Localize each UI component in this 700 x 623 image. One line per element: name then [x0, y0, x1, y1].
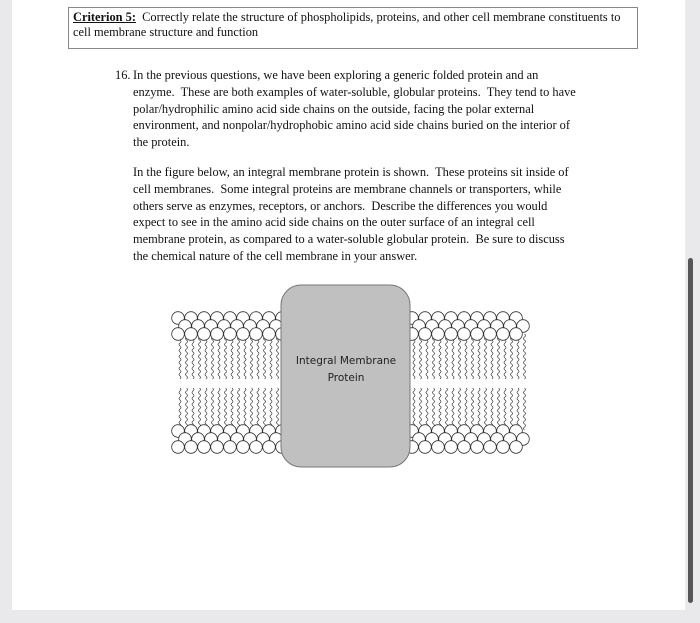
lipid-tail [179, 388, 181, 430]
lipid-tail [511, 334, 513, 379]
lipid-tail [212, 334, 214, 379]
phospholipid-head [237, 328, 250, 341]
lipid-tail [257, 334, 259, 379]
phospholipid-head [510, 328, 523, 341]
criterion-text: Correctly relate the structure of phospholipids, proteins, and other cell membrane constituents to cell membrane structure and function [73, 10, 621, 39]
lipid-tail [218, 334, 220, 379]
phospholipid-head [458, 441, 471, 454]
lipid-tail [452, 388, 454, 430]
lipid-tail [238, 388, 240, 430]
lipid-tail [465, 334, 467, 379]
lipid-tail [420, 388, 422, 430]
phospholipid-head [445, 441, 458, 454]
question-paragraph-2: In the figure below, an integral membrane protein is shown. These proteins sit inside of cell membranes. Some integral proteins are membrane channels or transporters, while others serve as enzymes, receptors, or anchors. Describe the differences you would expect to see in the amino acid side chains on the outer surface of an integral cell membrane protein, as compared to a water-soluble globular protein. Be sure to discuss the chemical nature of the cell membrane in your answer. [133, 165, 569, 263]
lipid-tail [205, 334, 207, 379]
lipid-tail [426, 334, 428, 379]
lipid-tail [244, 388, 246, 430]
lipid-tail [459, 388, 461, 430]
lipid-tail [498, 388, 500, 430]
lipid-tail [433, 388, 435, 430]
lipid-tail [205, 388, 207, 430]
lipid-tail [225, 388, 227, 430]
phospholipid-head [250, 328, 263, 341]
lipid-tail [413, 388, 415, 430]
lipid-tail [192, 334, 194, 379]
phospholipid-head [185, 328, 198, 341]
phospholipid-head [198, 328, 211, 341]
phospholipid-head [419, 328, 432, 341]
protein-label: Integral Membrane Protein [295, 355, 397, 384]
lipid-tail [420, 334, 422, 379]
lipid-tail [192, 388, 194, 430]
phospholipid-head [263, 441, 276, 454]
lipid-tail [251, 334, 253, 379]
phospholipid-head [497, 328, 510, 341]
lipid-tail [472, 388, 474, 430]
phospholipid-head [198, 441, 211, 454]
phospholipid-head [263, 328, 276, 341]
lipid-tail [478, 334, 480, 379]
lipid-tail [465, 388, 467, 430]
phospholipid-head [471, 441, 484, 454]
phospholipid-head [432, 328, 445, 341]
lipid-tail [199, 388, 201, 430]
lipid-tail [524, 388, 526, 430]
phospholipid-head [172, 328, 185, 341]
lipid-tail [517, 388, 519, 430]
lipid-tail [452, 334, 454, 379]
lipid-tail [524, 334, 526, 379]
lipid-tail [199, 334, 201, 379]
lipid-tail [491, 388, 493, 430]
lipid-tail [472, 334, 474, 379]
phospholipid-head [211, 328, 224, 341]
phospholipid-head [237, 441, 250, 454]
lipid-tail [277, 388, 279, 430]
lipid-tail [270, 388, 272, 430]
lipid-tail [264, 388, 266, 430]
lipid-tail [251, 388, 253, 430]
question-paragraph-1: In the previous questions, we have been exploring a generic folded protein and an enzyme. These are both examples of water-soluble, globular proteins. They tend to have polar/hydrophilic amino acid side chains on the outside, facing the polar external environment, and nonpolar/hydrophobic amino acid side chains buried on the interior of the protein. [133, 68, 576, 150]
question-number: 16. [115, 68, 131, 82]
phospholipid-head [250, 441, 263, 454]
lipid-tail [491, 334, 493, 379]
phospholipid-head [484, 441, 497, 454]
phospholipid-head [510, 441, 523, 454]
lipid-tail [270, 334, 272, 379]
lipid-tail [179, 334, 181, 379]
lipid-tail [511, 388, 513, 430]
lipid-tail [478, 388, 480, 430]
phospholipid-head [471, 328, 484, 341]
phospholipid-head [458, 328, 471, 341]
lipid-tail [426, 388, 428, 430]
phospholipid-head [497, 441, 510, 454]
lipid-tail [504, 388, 506, 430]
phospholipid-head [224, 328, 237, 341]
lipid-tail [238, 334, 240, 379]
lipid-tail [218, 388, 220, 430]
lipid-tail [439, 334, 441, 379]
lipid-tail [186, 334, 188, 379]
lipid-tail [446, 334, 448, 379]
lipid-tail [264, 334, 266, 379]
phospholipid-head [185, 441, 198, 454]
phospholipid-head [211, 441, 224, 454]
lipid-tail [231, 334, 233, 379]
phospholipid-head [432, 441, 445, 454]
phospholipid-head [445, 328, 458, 341]
lipid-tail [277, 334, 279, 379]
lipid-tail [446, 388, 448, 430]
lipid-tail [231, 388, 233, 430]
lipid-tail [485, 334, 487, 379]
phospholipid-head [484, 328, 497, 341]
phospholipid-head [419, 441, 432, 454]
lipid-tail [517, 334, 519, 379]
scrollbar[interactable] [688, 258, 693, 603]
lipid-tail [225, 334, 227, 379]
lipid-tail [186, 388, 188, 430]
lipid-tail [257, 388, 259, 430]
criterion-label: Criterion 5: [73, 10, 136, 24]
lipid-tail [459, 334, 461, 379]
lipid-tail [439, 388, 441, 430]
phospholipid-head [172, 441, 185, 454]
phospholipid-head [224, 441, 237, 454]
lipid-tail [212, 388, 214, 430]
lipid-tail [485, 388, 487, 430]
lipid-tail [433, 334, 435, 379]
lipid-tail [413, 334, 415, 379]
lipid-tail [244, 334, 246, 379]
lipid-tail [504, 334, 506, 379]
lipid-tail [498, 334, 500, 379]
